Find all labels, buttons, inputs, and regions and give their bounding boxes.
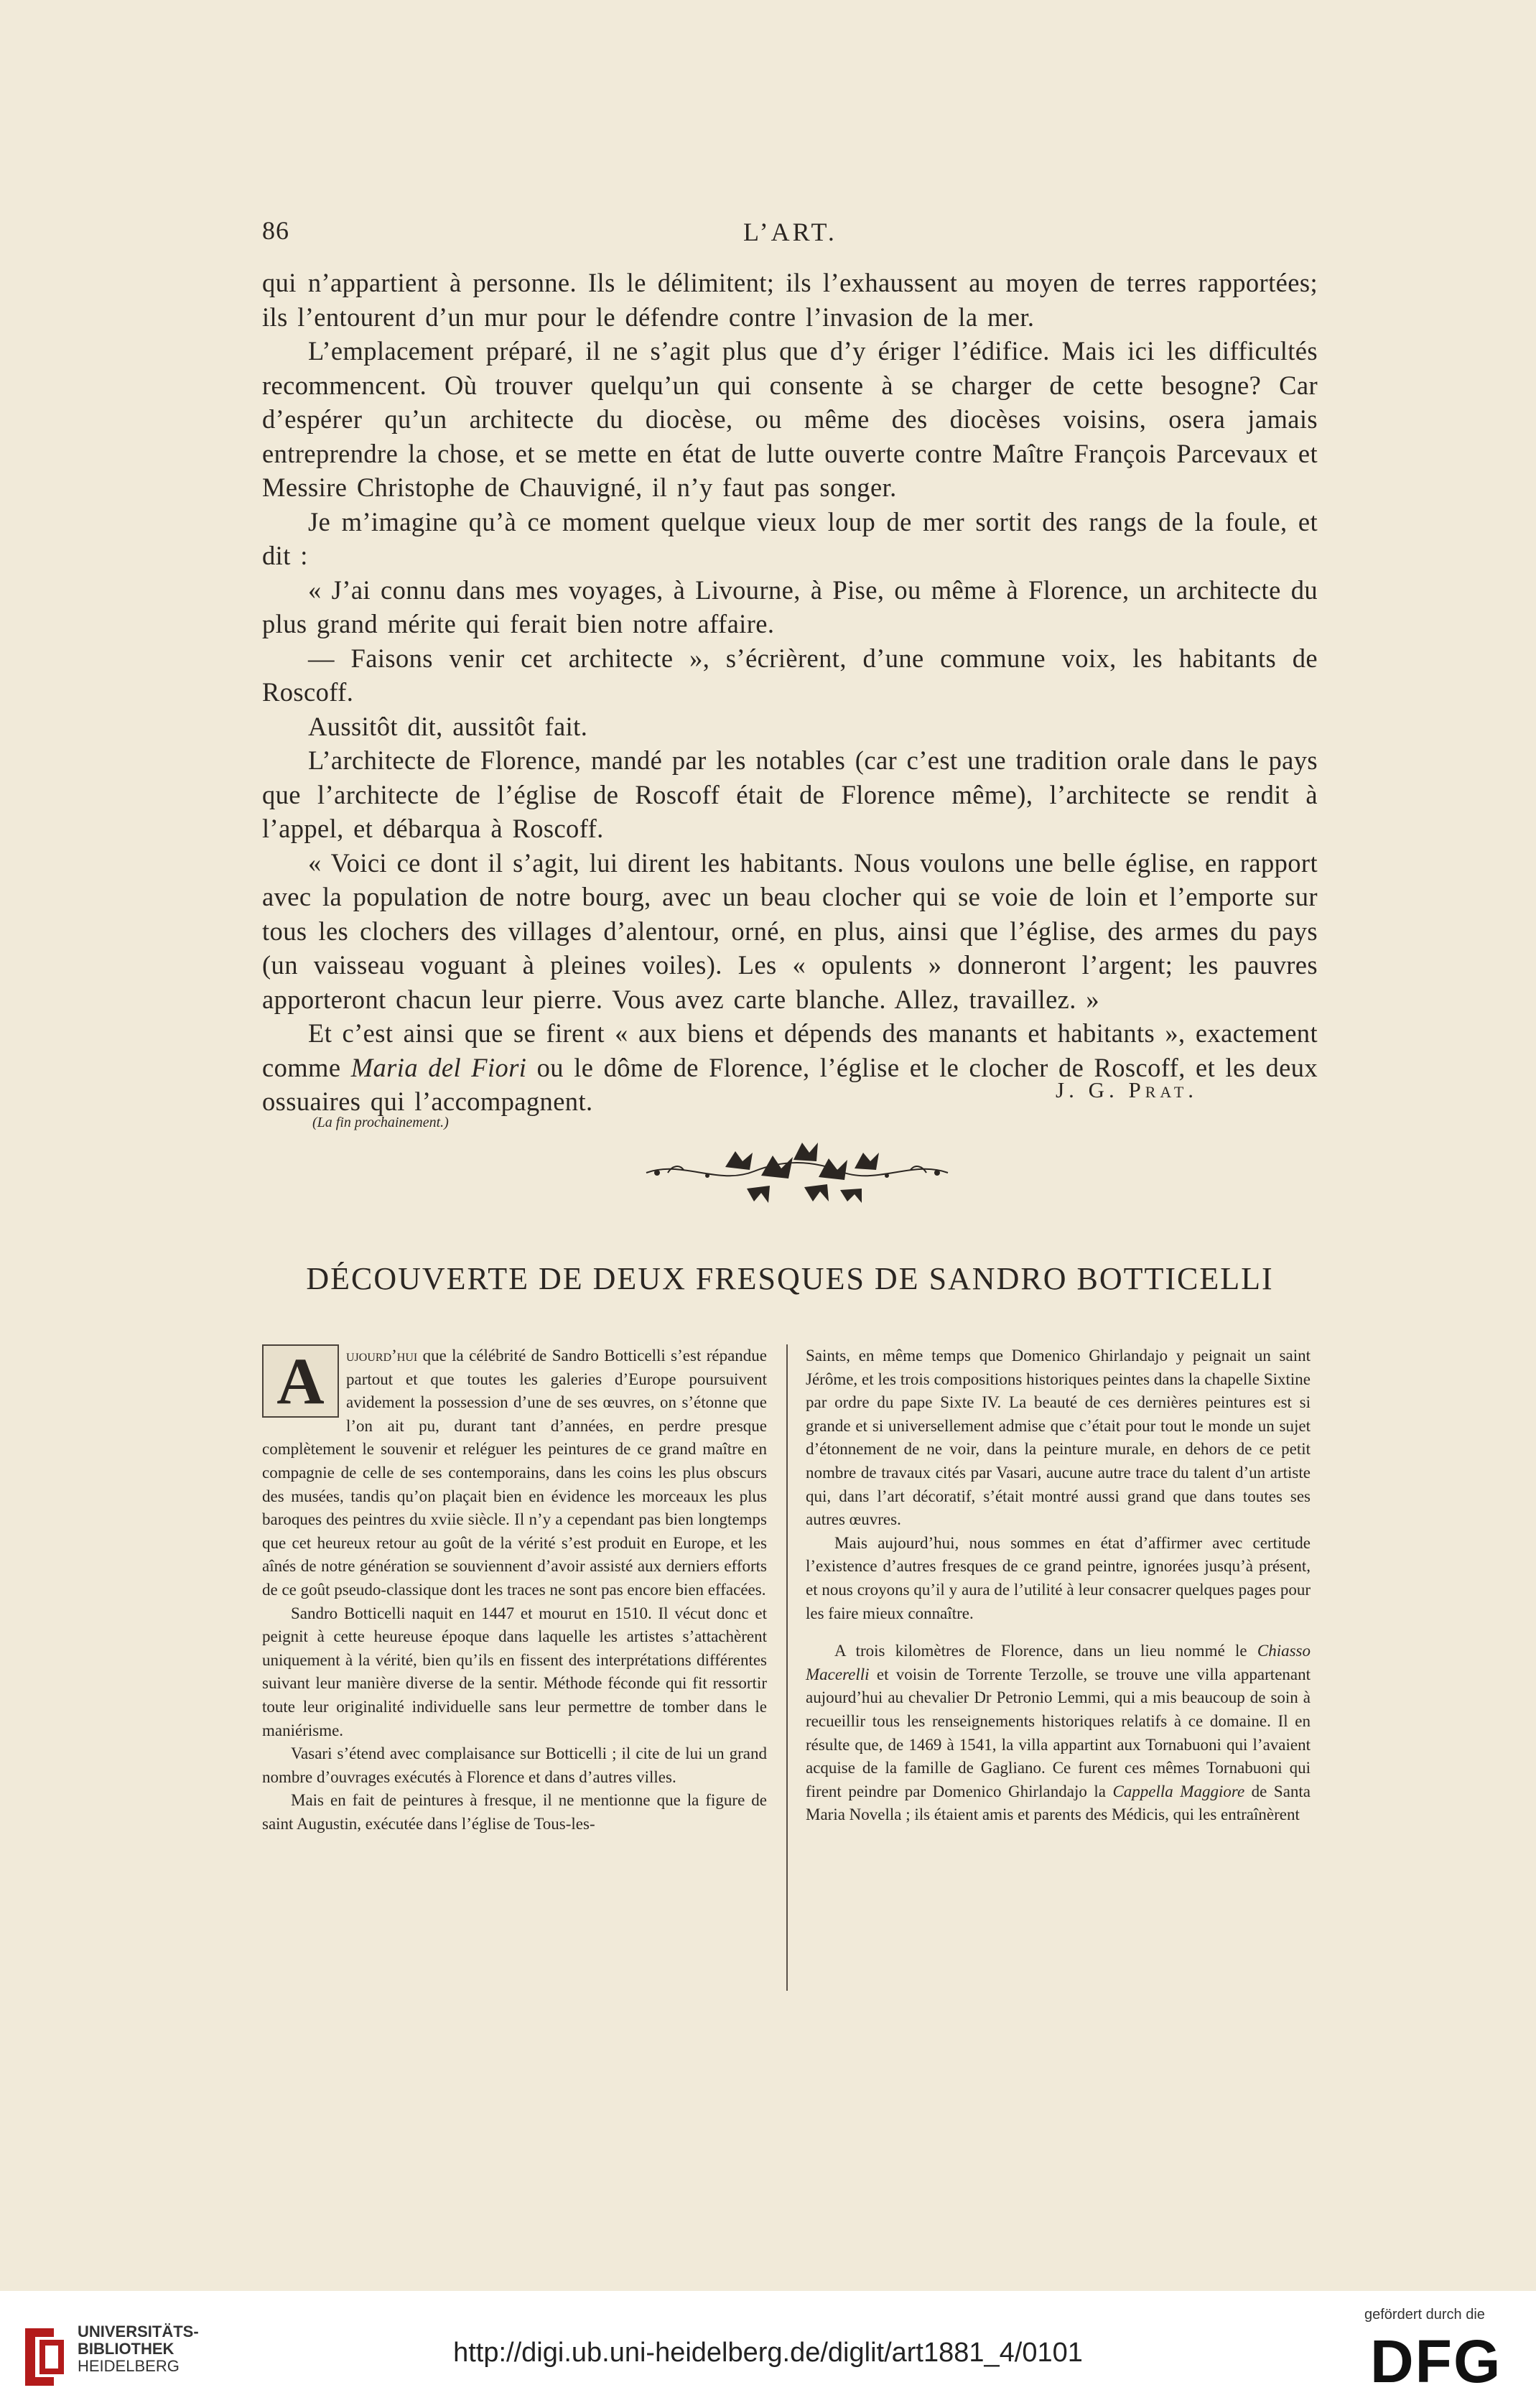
paragraph	[262, 1344, 767, 1602]
paragraph: L’architecte de Florence, mandé par les notables (car c’est une tradition orale dans le pays que l’architecte de l’église de Roscoff était de Florence même), l’architecte se rendit à l’appel, et débarqua à Roscoff.	[262, 745, 1318, 843]
page-number: 86	[262, 216, 289, 245]
paragraph: « J’ai connu dans mes voyages, à Livourne, à Pise, ou même à Florence, un architecte du plus grand mérite qui ferait bien notre affaire.	[262, 575, 1318, 638]
dropcap-icon	[262, 1344, 339, 1418]
paragraph: Aussitôt dit, aussitôt fait.	[308, 711, 588, 741]
italic-text: Maria del Fiori	[350, 1052, 527, 1082]
column-divider	[786, 1344, 788, 1991]
paragraph: Saints, en même temps que Domenico Ghirlandajo y peignait un saint Jérôme, et les trois compositions historiques peintes dans la chapelle Sixtine par ordre du pape Sixte IV. La beauté de ces dernières peintures est si grande et si universellement admise que c’était pour tout le monde un sujet d’étonnement de ne voir, dans la peinture murale, en dehors de ce petit nombre de travaux cités par Vasari, aucune autre trace du talent d’un artiste qui, dans l’art décoratif, s’était montré aussi grand que dans toutes ses autres œuvres.	[806, 1347, 1311, 1529]
left-column	[262, 1344, 767, 1836]
text-run: que la célébrité de Sandro Botticelli s’est répandue partout et que toutes les galeries d’Europe poursuivent avidement la possession d’une de ses œuvres, on s’étonne que l’on ait pu, durant tant d’années, en perdre presque complètement le souvenir et reléguer les peintures de ce grand maître en compagnie de celle de ses contemporains, dans les coins les plus obscurs des musées, tandis qu’on plaçait bien en évidence les morceaux les plus baroques des peintres du xviie siècle. Il n’y a cependant pas bien longtemps que cet heureux retour au goût de la vérité s’est produit en Europe, et les aînés de notre génération se souviennent d’avoir assisté aux derniers efforts de ce goût pseudo-classique dont les traces ne sont pas encore bien effacées.	[262, 1347, 767, 1599]
paragraph: Mais aujourd’hui, nous sommes en état d’affirmer avec certitude l’existence d’autres fresques de ce grand peintre, ignorées jusqu’à présent, et nous croyons qu’il y aura de l’utilité à leur consacrer quelques pages pour les faire mieux connaître.	[806, 1533, 1311, 1622]
continuation-note: (La fin prochainement.)	[312, 1115, 449, 1130]
dfg-logo-icon: DFG	[1370, 2328, 1502, 2395]
paragraph: Vasari s’étend avec complaisance sur Botticelli ; il cite de lui un grand nombre d’ouvrages exécutés à Florence et dans d’autres villes.	[262, 1744, 767, 1786]
source-url-link[interactable]: http://digi.ub.uni-heidelberg.de/diglit/art1881_4/0101	[453, 2338, 1083, 2368]
library-line: HEIDELBERG	[78, 2357, 180, 2375]
paragraph	[262, 1016, 1318, 1119]
right-column	[806, 1344, 1311, 1827]
paragraph: « Voici ce dont il s’agit, lui dirent les habitants. Nous voulons une belle église, en rapport avec la population de notre bourg, avec un beau clocher qui se voie de loin et l’emporte sur tous les clochers des villages d’alentour, orné, en plus, ainsi que l’église, des armes du pays (un vaisseau voguant à pleines voiles). Les « opulents » donneront l’argent; les pauvres apporteront chacun leur pierre. Vous avez carte blanche. Allez, travaillez. »	[262, 847, 1318, 1014]
paragraph: Je m’imagine qu’à ce moment quelque vieux loup de mer sortit des rangs de la foule, et dit :	[262, 506, 1318, 570]
paragraph: — Faisons venir cet architecte », s’écrièrent, d’une commune voix, les habitants de Roscoff.	[262, 643, 1318, 707]
paragraph	[806, 1640, 1311, 1827]
italic-text: Cappella Maggiore	[1112, 1782, 1245, 1800]
paragraph: qui n’appartient à personne. Ils le délimitent; ils l’exhaussent au moyen de terres rapportées; ils l’entourent d’un mur pour le défendre contre l’invasion de la mer.	[262, 268, 1318, 332]
text-run: Et c’est ainsi que se firent « aux biens et dépends des manants et habitants », exactement comme	[262, 1018, 1318, 1082]
funding-caption: gefördert durch die	[1364, 2307, 1485, 2323]
section-title: DÉCOUVERTE DE DEUX FRESQUES DE SANDRO BOTTICELLI	[306, 1261, 1274, 1296]
text-run: A trois kilomètres de Florence, dans un lieu nommé le	[834, 1642, 1257, 1660]
paragraph: Sandro Botticelli naquit en 1447 et mourut en 1510. Il vécut donc et peignit à cette heureuse époque dans laquelle les artistes s’attachèrent uniquement à la vérité, bien qu’ils en fissent des interprétations différentes suivant leur manière diverse de la sentir. Méthode féconde qui fit ressortir toute leur originalité individuelle sans leur permettre de tomber dans le maniérisme.	[262, 1604, 767, 1739]
text-run: de Santa Maria Novella ; ils étaient amis et parents des Médicis, qui les entraînèrent	[806, 1782, 1311, 1824]
dropcap-letter: A	[276, 1344, 325, 1418]
library-line: UNIVERSITÄTS-	[78, 2323, 199, 2340]
vine-ornament-icon	[639, 1131, 955, 1210]
article-continuation	[262, 266, 1318, 1119]
first-word: ujourd’hui	[346, 1347, 418, 1365]
author-signature: J. G. Prat.	[1056, 1077, 1198, 1102]
paragraph: Mais en fait de peintures à fresque, il ne mentionne que la figure de saint Augustin, exécutée dans l’église de Tous-les-	[262, 1791, 767, 1833]
library-line: BIBLIOTHEK	[78, 2340, 174, 2358]
text-run: et voisin de Torrente Terzolle, se trouve une villa appartenant aujourd’hui au chevalier Dr Petronio Lemmi, qui a mis beaucoup de soin à recueillir tous les renseignements historiques relatifs à ce domaine. Il en résulte que, de 1469 à 1541, la villa appartint aux Tornabuoni qui l’avaient acquise de la famille de Gagliano. Ce furent ces mêmes Tornabuoni qui firent peindre par Domenico Ghirlandajo la	[806, 1665, 1311, 1800]
text-run: ou le dôme de Florence, l’église et le clocher de Roscoff, et les deux ossuaires qui l’accompagnent.	[262, 1052, 1318, 1116]
running-head: L’ART.	[743, 218, 837, 246]
italic-text: Chiasso Macerelli	[806, 1642, 1311, 1683]
paragraph: L’emplacement préparé, il ne s’agit plus que d’y ériger l’édifice. Mais ici les difficultés recommencent. Où trouver quelqu’un qui consente à se charger de cette besogne? Car d’espérer qu’un architecte du diocèse, ou même des diocèses voisins, osera jamais entreprendre la chose, et se mette en état de lutte ouverte contre Maître François Parcevaux et Messire Christophe de Chauvigné, il n’y faut pas songer.	[262, 336, 1318, 502]
